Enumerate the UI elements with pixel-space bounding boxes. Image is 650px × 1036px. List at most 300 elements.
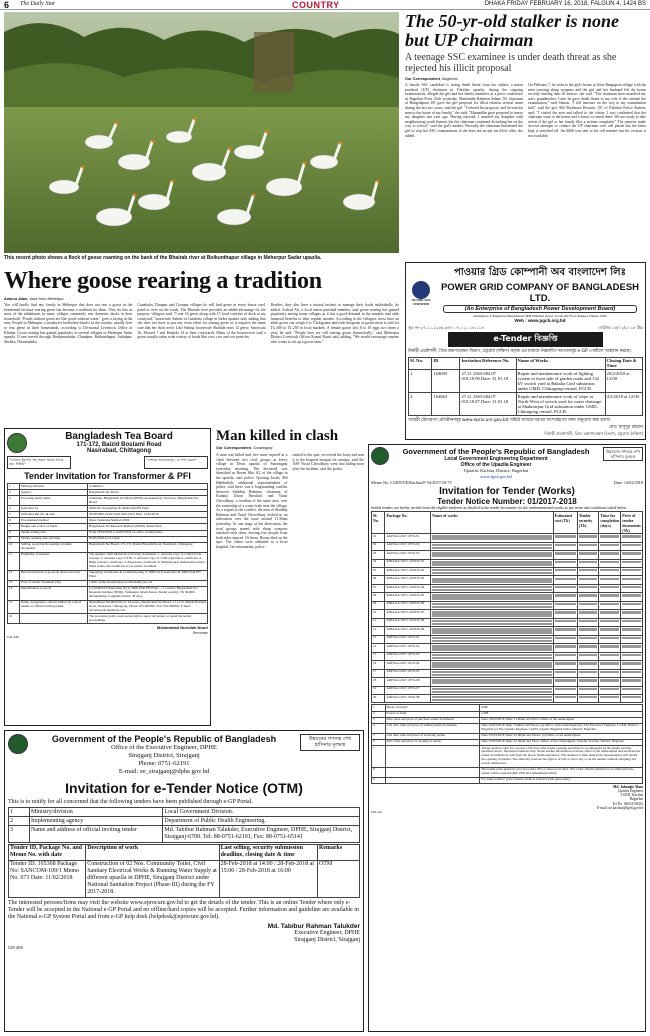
cell-key: Name, designation, official address & contact details of official inviting tender [20,600,88,614]
goose-photo-illustration [4,12,399,253]
cell-close: 28/2/2018 at 12:00 [605,370,642,393]
cell-illegible [431,618,553,626]
cell-value: Mohammad Nurullah Noori, Secretary, Bangladesh Tea Board, 171-172, Baizid Bostami Road, Nasirabad, Chittagong. Phone: 031-682090, Fax: 031-682863, E-mail: Secretary.btb1@gmail.com [89,600,206,612]
table-row [9,808,360,817]
cell-illegible [577,534,599,542]
goose-photo [4,12,399,253]
teaboard-title-block [30,431,208,454]
illegible-text-mark [579,637,598,639]
illegible-text-mark [579,645,598,647]
cell-value: Date: 05/03/2018 Time: 01.30pm and Place: Office of the Undersigned, Upazila: Kachua, District: Bagerhat [480,739,643,745]
illegible-text-mark [432,648,551,650]
clash-headline: Man killed in clash [216,428,339,444]
cell-illegible [431,678,553,686]
table-row [372,652,643,660]
table-row [372,542,643,550]
illegible-text-mark [622,578,641,580]
cell-key: Price of tender document (Tk) [20,580,88,586]
teaboard-slogans [7,456,208,469]
cell-value: 05.03.2018 at 12.15pm [88,536,208,542]
illegible-text-mark [555,594,576,596]
cell-package: ADP/Kac/2017-18/W-03 [385,652,431,660]
otm-ref: GD-408 [8,944,23,950]
cell-package: RIDA/Kac/2017-2018/W-08 [385,618,431,626]
illegible-text-mark [600,662,619,664]
cell-value: (1) 500KVA Transformer & (2) 300KVAR PFI Plant — Location: Bangladesh Tea Research Institute (BTRI), Srimangal, Moulvibazar. Tender security: Tk 30,000/- (Refundable). Completion time: 30 days. [88,586,208,600]
cell-illegible [621,559,643,567]
th-ref: Invitation Reference No. [460,357,516,370]
table-row [409,370,643,393]
lged-title: Invitation for Tender (Works) [439,485,575,497]
cell-package: AGP/Kac/2017-18/W-01 [385,534,431,542]
otm-info-table [8,807,360,843]
illegible-text-mark [622,611,641,613]
otm-email: E-mail: ee_sirajganj@dphe.gov.bd [118,768,210,776]
cell-key: Eligibility of tenderer [20,552,88,570]
cell-n: 05 [372,567,385,575]
slogan-left: "এখানে ধূমপান সহ সকল প্রকার মাদক দ্রব্য নিষিদ্ধ" [7,456,71,469]
pgcb-ad [405,262,646,440]
illegible-text-mark [579,671,598,673]
cell-value: Department of Public Health Engineering. [163,817,360,826]
cell-n: 07 [372,584,385,592]
cell-illegible [553,627,577,635]
illegible-text-mark [432,606,551,608]
goose-byline: Aminur Alam, back from Meherpur [4,297,64,301]
illegible-text-mark [555,645,576,647]
otm-title-block [31,734,297,777]
otm-footer: The interested persons/firms may visit the website www.eprocure.gov.bd to get the details of the tender. This is an online Tender where only e-Tender will be accepted in the National e-GP Portal and no offline/hard copies will be accepted. Further information and guideline are available in the National e-GP System Portal and from e-GP help desk (helpdesk@eprocure.gov.bd). [8,899,359,920]
cell-illegible [431,567,553,575]
illegible-text-mark [555,628,576,630]
teaboard-table [7,483,208,624]
cell-illegible [577,695,599,703]
cell-illegible [621,669,643,677]
stalker-headline: The 50-yr-old stalker is none but UP chairman [405,11,619,50]
illegible-text-mark [432,657,551,659]
masthead: The Daily Star [20,1,56,7]
cell-package: RIDA/Kac/2017-2018/W-05 [385,593,431,601]
dateline: DHAKA FRIDAY FEBRUARY 16, 2018, FALGUN 4, 1424 BS [484,1,646,7]
cell-illegible [431,627,553,635]
cell-value: Open Tendering Method OTM [88,518,208,524]
cell-value: Supplying, installation & Commissioning of 500KVA Transformer & 300KVAR PFI Plant [88,570,208,580]
clash-byline: Our Correspondent, Sunamganj [216,446,273,450]
cell-key: Invitation Ref No. & date [20,512,88,518]
lged-signer-t2: LGED, Kachua [620,793,643,798]
pgcb-banner: e-Tender বিজ্ঞপ্তি [448,332,603,347]
lged-gov: Government of the People's Republic of Bangladesh [402,447,590,456]
teaboard-signer-title: Secretary [192,630,208,636]
cell-n: 11 [8,552,20,570]
lged-table-head [372,511,643,533]
cell-value: The procuring entity reserves the right to reject all tenders or annul the tender proceedings. [88,614,208,624]
otm-signer-t2: Sirajganj District, Sirajganj [294,937,360,944]
cell-illegible [553,567,577,575]
otm-gov: Government of the People's Republic of Bangladesh [51,734,277,744]
illegible-text-mark [555,578,576,580]
cell-package: AGP/Kac/2017-18/W-02 [385,542,431,550]
illegible-text-mark [600,594,619,596]
lged-office: Office of the Upazila Engineer [460,462,532,468]
clash-col-2: rushed to the spot, recovered the body and sent it to the hospital morgue for autopsy, said the ASP. Yusuf Chowdhury went into hiding soon after the incident, said the police. [292,453,364,471]
govt-seal-icon [8,734,28,754]
cell-illegible [621,551,643,559]
cell-illegible [599,635,621,643]
table-row [372,745,643,767]
lged-signer: Md. Jahangir Alam [613,784,643,789]
stalker-body [405,83,646,258]
cell-illegible [599,627,621,635]
illegible-text-mark [432,631,551,633]
cell-n: 09 [372,601,385,609]
otm-table-head [9,844,360,860]
cell-key: Invitation for [20,506,88,512]
table-row [372,635,643,643]
cell-n: 13 [8,580,20,586]
cell-key: Last date, time and place of selling tender documents [385,723,480,733]
table-row [9,826,360,842]
cell-illegible [599,559,621,567]
stalker-deck: A teenage SSC examinee is under death threat as she rejected his illicit proposal [405,52,617,74]
cell-n: 3 [8,496,20,506]
illegible-text-mark [432,572,551,574]
cell-illegible [577,618,599,626]
illegible-text-mark [555,552,576,554]
cell-package: RIDA/Kac/2017-2018/W-01 [385,559,431,567]
illegible-text-mark [432,538,551,540]
cell-illegible [621,610,643,618]
cell-illegible [599,661,621,669]
cell-illegible [553,534,577,542]
cell-illegible [553,669,577,677]
cell-key [385,777,480,783]
cell-tender-id: Tender ID: 165368 Package No: SANCOM-109/1 Memo No. 673 Date: 11/02/2018 [9,860,86,897]
cell-n: 12 [8,570,20,580]
otm-dist: Sirajganj District, Sirajganj [128,752,200,760]
cell-n: 16 [372,661,385,669]
th-col-5: Time for completion (days) [599,511,621,533]
cell-illegible [431,551,553,559]
cell-value: Local Government Division. [163,808,360,817]
cell-illegible [553,661,577,669]
lged-works-table [371,511,643,704]
cell-n: 1 [8,483,20,489]
th-id: ID [432,357,460,370]
illegible-text-mark [555,535,576,537]
cell-illegible [599,593,621,601]
cell-illegible [577,593,599,601]
cell-illegible [599,551,621,559]
illegible-text-mark [579,679,598,681]
illegible-text-mark [622,594,641,596]
cell-ref: 27.21.1565.684.07 018.18.90 Date: 31.01.18 [460,370,516,393]
cell-illegible [553,559,577,567]
table-row [372,723,643,733]
illegible-text-mark [600,628,619,630]
th-col-1: Package No. [385,511,431,533]
cell-package: ADP/Kac/2017-18/W-06 [385,678,431,686]
iso-text: ISO 9001:2015 CERTIFIED [411,298,431,307]
pgcb-signer: মোঃ মাসুদুর রহমান [609,425,643,431]
illegible-text-mark [579,628,598,630]
illegible-text-mark [622,662,641,664]
lged-date: Date: 14/02/2018 [613,480,643,486]
cell-package: RIDA/Kac/2017-2018/W-09 [385,627,431,635]
cell-key: Implementing agency [30,817,163,826]
table-row [8,542,208,552]
illegible-text-mark [622,654,641,656]
cell-illegible [599,534,621,542]
cell-package: ADP/Kac/2017-18/W-01 [385,635,431,643]
illegible-text-mark [600,654,619,656]
table-row [372,669,643,677]
cell-illegible [621,661,643,669]
cell-n: 9 [8,536,20,542]
cell-key: Ministry/division [30,808,163,817]
illegible-text-mark [622,535,641,537]
lged-web: www.lged.gov.bd [480,473,512,479]
illegible-text-mark [555,620,576,622]
cell-illegible [621,567,643,575]
cell-illegible [553,542,577,550]
cell-illegible [553,695,577,703]
cell-illegible [577,542,599,550]
cell-value: Bangladesh Tea Research Institute (BTRI) related fund [88,524,208,530]
cell-illegible [431,635,553,643]
illegible-text-mark [432,699,551,701]
illegible-text-mark [432,580,551,582]
goose-headline: Where goose rearing a tradition [4,268,322,294]
illegible-text-mark [579,662,598,664]
illegible-text-mark [600,611,619,613]
pgcb-memo-date: তারিখঃ ১৪/০২/২০১৮ খ্রিঃ [598,325,643,331]
lged-info-table [371,704,643,783]
lged-loc: Upazila: Kachua, District: Bagerhat [463,468,529,473]
cell-value: Md. Tabibur Rahman Talukder, Executive Engineer, DPHE, Sirajganj District, Sirajganj-6700. Tel: 88-0751-62191, Fax: 88-0751-65141 [163,826,360,842]
table-row [372,534,643,542]
cell-n: 6 [8,518,20,524]
cell-n: 16 [8,614,20,624]
cell-n: 19 [372,686,385,694]
illegible-text-mark [555,544,576,546]
teaboard-header [7,431,208,454]
th-sl: Sl. No. [409,357,432,370]
cell-illegible [599,576,621,584]
lged-intro: Sealed tenders are hereby invited from the eligible tenderers as detailed in the tender documents for the undermentioned works as per terms and conditions stated below. [371,505,627,510]
illegible-text-mark [600,544,619,546]
illegible-text-mark [622,628,641,630]
th-remarks: Remarks [317,844,359,860]
otm-office: Office of the Executive Engineer, DPHE [111,744,217,751]
cell-key: Tender opening date and time [20,536,88,542]
lged-header [371,447,643,479]
illegible-text-mark [432,674,551,676]
cell-illegible [599,567,621,575]
teaboard-title: Bangladesh Tea Board [65,431,173,442]
cell-illegible [599,542,621,550]
cell-value: Bangladesh Tea Board, 171-172, Baizid Bostami Road, Nasirabad, Chittagong [88,542,208,552]
table-row [372,627,643,635]
table-row [8,552,208,570]
cell-illegible [599,652,621,660]
illegible-text-mark [432,682,551,684]
cell-n: 04 [372,559,385,567]
teaboard-ad [4,428,211,726]
cell-key: Date, time and place of opening of tender [385,739,480,745]
illegible-text-mark [600,586,619,588]
cell-illegible [431,661,553,669]
cell-illegible [553,678,577,686]
illegible-text-mark [600,578,619,580]
teaboard-signer: Mohammad Nurullah Noori [156,625,208,631]
otm-badge: উন্নয়নের গণতন্ত্র শেখ হাসিনার মূলমন্ত্র [300,734,360,751]
cell-illegible [621,644,643,652]
table-row [8,600,208,614]
cell-work: Repair and maintenance work of lighting system at front side of garden roads and 132 kV switch yard at Bakalia Grid substation under GMD, Chittagong-central, PGCB. [516,370,605,393]
illegible-text-mark [600,637,619,639]
cell-illegible [553,652,577,660]
cell-illegible [599,584,621,592]
cell-n: 17 [372,669,385,677]
cell-value: Tender shall be valid for a period of 90 days after tender opening and must be accompanied by the tender security specified above. Interested tenderers may obtain further information from the office of the undersigned and purchase the tender documents in cash from the places mentioned above. The tenderer or their authorized representative will attend the opening of tenders. The authority reserves the right to accept or reject any or all the tenders without assigning any reason whatsoever. [480,745,643,767]
cell-illegible [553,635,577,643]
clash-body [216,453,364,720]
cell-illegible [431,559,553,567]
illegible-text-mark [622,552,641,554]
illegible-text-mark [555,696,576,698]
pgcb-note: আগ্রহী টেন্ডারগণ প্রতিষ্ঠানসমূহ www.eprocure.gov.bd সাইটে মাধ্যমে দরপত্র অংশগ্রহণের জন্য অনুরোধ করা হলো। [408,418,611,424]
illegible-text-mark [432,597,551,599]
cell-key: Procuring entity name [20,496,88,506]
cell-n: 2 [8,490,20,496]
cell-ref: 27.21.1565.684.07 018.18.87 Date: 31.01.18 [460,393,516,416]
otm-ad [4,730,364,1032]
cell-illegible [621,534,643,542]
cell-value: GOB [480,711,643,717]
cell-id: 164693 [432,370,460,393]
cell-n: 8 [8,530,20,536]
cell-illegible [577,610,599,618]
cell-n: 13 [372,635,385,643]
illegible-text-mark [432,589,551,591]
cell-package: ADP/Kac/2017-18/W-05 [385,669,431,677]
page-number: 6 [4,0,10,10]
cell-key: Mode of project [385,705,480,711]
otm-intro: This is to notify for all concerned that the following tenders have been published through e-GP Portal. [8,798,253,805]
lged-ad [368,444,646,1032]
cell-illegible [577,686,599,694]
cell-package: RIDA/Kac/2017-2018/W-04 [385,584,431,592]
th-tender-id: Tender ID, Package No. and Memo No. with date [9,844,86,860]
illegible-text-mark [622,544,641,546]
pgcb-web: Web : www.pgcb.org.bd [514,318,566,324]
cell-package: RIDA/Kac/2017-2018/W-03 [385,576,431,584]
table-row [372,695,643,703]
illegible-text-mark [579,688,598,690]
table-row [8,570,208,580]
pgcb-table-head [409,357,643,370]
th-closing: Closing Date & Time [605,357,642,370]
table-row [372,576,643,584]
cell-value: For same tenderer price tenderer shall be selected with open lottery. [480,777,643,783]
illegible-text-mark [432,555,551,557]
cell-illegible [577,601,599,609]
th-description: Description of work [86,844,219,860]
cell-illegible [599,695,621,703]
illegible-text-mark [600,688,619,690]
cell-illegible [577,678,599,686]
cell-illegible [431,576,553,584]
illegible-text-mark [579,578,598,580]
cell-n: 9 [372,777,386,783]
cell-illegible [553,610,577,618]
cell-illegible [553,601,577,609]
illegible-text-mark [579,535,598,537]
cell-n: 01 [372,534,385,542]
th-col-3: Estimated cost (Tk) [553,511,577,533]
cell-illegible [599,618,621,626]
illegible-text-mark [555,688,576,690]
cell-illegible [577,551,599,559]
cell-n: 11 [372,618,385,626]
illegible-text-mark [622,645,641,647]
pgcb-title-block [437,265,643,323]
table-row [372,644,643,652]
illegible-text-mark [622,688,641,690]
cell-package: RIDA/Kac/2017-2018/W-02 [385,567,431,575]
cell-illegible [599,678,621,686]
cell-value: 1,000/- (One thousand) (non-refundable) per set [88,580,208,586]
illegible-text-mark [555,679,576,681]
cell-n: 5 [8,512,20,518]
illegible-text-mark [622,696,641,698]
cell-value: From 18/02/2018 to 04/03/2018 on office working time [88,530,208,536]
cell-n: 15 [8,600,20,614]
cell-illegible [553,593,577,601]
teaboard-tender-title: Tender Invitation for Transformer & PFI [24,470,191,481]
th-col-0: Sl. No. [372,511,385,533]
teaboard-ref: GD-449 [7,635,19,640]
goose-body [4,303,399,423]
cell-description: Construction of 02 Nos. Community Toilet, Civil Sanitary Electrical Works & Running Water Supply at different upazila in DPHE, Sirajganj District under National Sanitation Project (Phase-III) during the FY 2017-2018. [86,860,219,897]
cell-illegible [553,686,577,694]
cell-key: Tender selling date [20,530,88,536]
illegible-text-mark [622,586,641,588]
pgcb-bn-name: পাওয়ার গ্রিড কোম্পানী অব বাংলাদেশ লিঃ [454,267,626,278]
illegible-text-mark [555,569,576,571]
cell-illegible [431,610,553,618]
lged-signature [371,785,643,810]
cell-illegible [431,584,553,592]
cell-n: 10 [372,610,385,618]
cell-illegible [621,635,643,643]
cell-key: Agency [20,490,88,496]
illegible-text-mark [600,569,619,571]
illegible-text-mark [600,561,619,563]
lged-ref: GD-441 [371,809,383,814]
illegible-text-mark [555,561,576,563]
cell-illegible [577,559,599,567]
cell-illegible [621,678,643,686]
cell-value: Date: 04/03/2018 Time: 5.00pm and Places: (a) Office of the undersigned (b) The Executive Engineer, LGED, District: Bagerhat (c) The Upazila Engineer, LGED, Upazila Bagerhat Sadar, District: Bagerhat. [480,723,643,733]
cell-illegible [431,534,553,542]
cell-n: 1 [372,705,386,711]
table-row [372,618,643,626]
cell-illegible [553,618,577,626]
cell-illegible [553,551,577,559]
illegible-text-mark [600,620,619,622]
